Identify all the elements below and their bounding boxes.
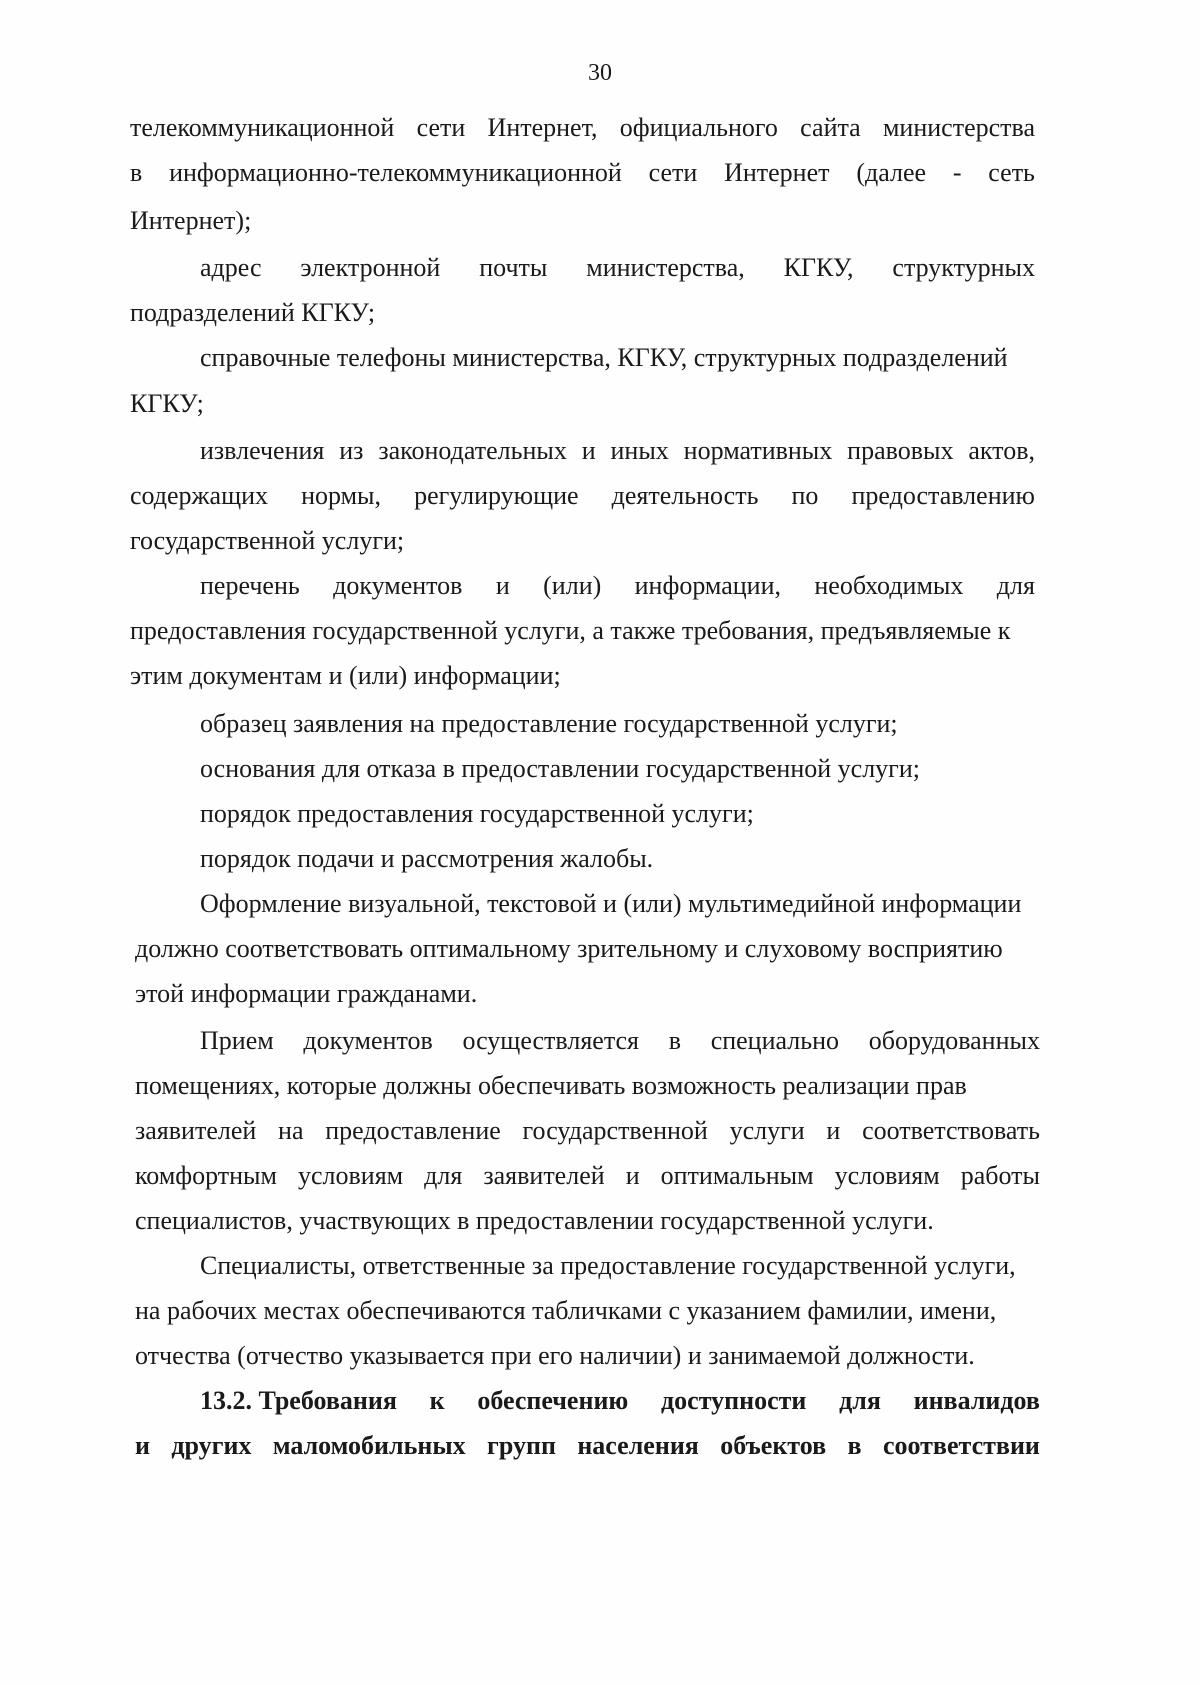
word: доступности (661, 1386, 807, 1415)
word: информационно-телекоммуникационной (169, 158, 622, 187)
word: нормативных (683, 436, 833, 465)
text-line: Специалисты, ответственные за предоставление государственной услуги, (200, 1251, 1016, 1280)
word: оборудованных (868, 1026, 1040, 1055)
text-line: подразделений КГКУ; (130, 298, 376, 327)
text-line: этим документам и (или) информации; (130, 661, 561, 690)
word: (далее (856, 158, 927, 187)
text-line (200, 570, 1035, 602)
word: КГКУ, (783, 253, 854, 282)
text-line: справочные телефоны министерства, КГКУ, структурных подразделений (200, 343, 1008, 372)
text-line: этой информации гражданами. (135, 979, 478, 1008)
word: инвалидов (913, 1386, 1040, 1415)
word: Интернет (724, 158, 830, 187)
text-line: отчества (отчество указывается при его наличии) и занимаемой должности. (135, 1341, 975, 1370)
text-line: порядок подачи и рассмотрения жалобы. (200, 844, 654, 873)
word: сети (416, 113, 466, 142)
word: других (171, 1431, 252, 1460)
word: официального (619, 113, 778, 142)
word: Интернет, (487, 113, 598, 142)
word: министерства, (586, 253, 745, 282)
word: сети (648, 158, 698, 187)
text-line (200, 1385, 1040, 1417)
text-line: помещениях, которые должны обеспечивать возможность реализации прав (135, 1071, 967, 1100)
word: содержащих (130, 481, 268, 510)
word: нормы, (301, 481, 382, 510)
word: Прием (200, 1026, 274, 1055)
text-line: комфортным условиям для заявителей и оптимальным условиям работы (135, 1161, 1040, 1190)
word: электронной (300, 253, 441, 282)
word: - (952, 158, 962, 187)
text-line (200, 1025, 1040, 1057)
text-line: государственной услуги; (130, 526, 405, 555)
text-line (130, 480, 1035, 512)
word: 13.2. Требования (200, 1386, 397, 1415)
word: групп (487, 1431, 556, 1460)
text-line (135, 1430, 1040, 1462)
word: и (581, 436, 596, 465)
word: объектов (720, 1431, 827, 1460)
word: населения (577, 1431, 699, 1460)
text-line: образец заявления на предоставление государственной услуги; (200, 709, 898, 738)
page-number: 30 (588, 60, 612, 86)
text-line: заявителей на предоставление государственной услуги и соответствовать (135, 1116, 1040, 1145)
text-line: на рабочих местах обеспечиваются табличками с указанием фамилии, имени, (135, 1296, 997, 1325)
text-line: специалистов, участвующих в предоставлении государственной услуги. (135, 1206, 934, 1235)
word: актов, (968, 436, 1035, 465)
word: в (847, 1431, 862, 1460)
text-line: порядок предоставления государственной услуги; (200, 799, 754, 828)
word: министерства (882, 113, 1035, 142)
word: законодательных (378, 436, 567, 465)
word: обеспечению (477, 1386, 629, 1415)
text-line (130, 112, 1035, 144)
text-line: должно соответствовать оптимальному зрительному и слуховому восприятию (135, 934, 1003, 963)
text-line (200, 252, 1035, 284)
text-line: Оформление визуальной, текстовой и (или) мультимедийной информации (200, 889, 1022, 918)
word: документов (333, 571, 463, 600)
word: из (339, 436, 364, 465)
text-line: предоставления государственной услуги, а также требования, предъявляемые к (130, 616, 1011, 645)
word: адрес (200, 253, 262, 282)
word: структурных (892, 253, 1035, 282)
word: для (996, 571, 1035, 600)
word: специально (710, 1026, 840, 1055)
word: деятельность (611, 481, 759, 510)
word: соответствии (882, 1431, 1040, 1460)
word: по (791, 481, 819, 510)
text-line (130, 157, 1035, 189)
word: регулирующие (414, 481, 579, 510)
word: перечень (200, 571, 300, 600)
word: сеть (988, 158, 1035, 187)
word: и (135, 1431, 150, 1460)
word: извлечения (200, 436, 325, 465)
word: (или) (543, 571, 602, 600)
word: почты (479, 253, 548, 282)
word: осуществляется (462, 1026, 639, 1055)
word: необходимых (814, 571, 964, 600)
word: в (130, 158, 143, 187)
word: для (839, 1386, 881, 1415)
word: иных (610, 436, 669, 465)
word: и (495, 571, 510, 600)
text-line: основания для отказа в предоставлении государственной услуги; (200, 754, 920, 783)
word: телекоммуникационной (130, 113, 395, 142)
word: сайта (800, 113, 861, 142)
text-line: КГКУ; (130, 389, 204, 418)
word: информации, (634, 571, 781, 600)
word: маломобильных (272, 1431, 466, 1460)
word: документов (303, 1026, 433, 1055)
text-line: Интернет); (130, 206, 252, 235)
word: предоставлению (851, 481, 1035, 510)
word: правовых (847, 436, 954, 465)
text-line (200, 435, 1035, 467)
word: к (429, 1386, 445, 1415)
word: в (668, 1026, 681, 1055)
